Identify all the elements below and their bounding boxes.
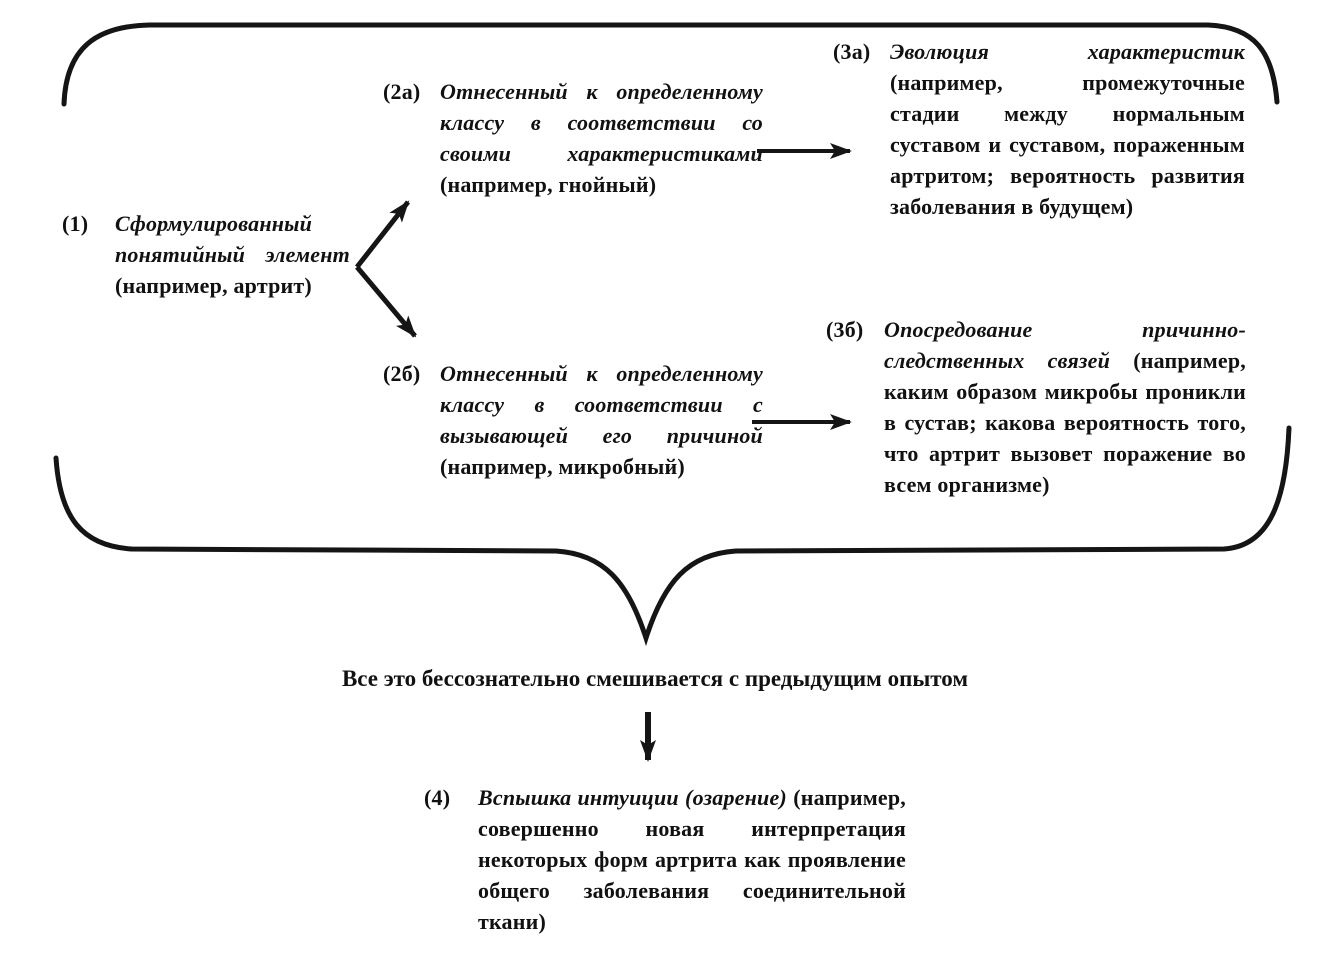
brace-caption: Все это бессознательно смешивается с предыдущим опытом (341, 666, 969, 691)
node-3b (826, 314, 1246, 500)
arrow-1-to-2a (357, 202, 408, 267)
node-1-text: Сформулированный понятийный элемент (например, артрит) (115, 211, 350, 298)
node-3b-label: (3б) (826, 317, 864, 342)
node-4-label: (4) (424, 785, 451, 810)
node-4 (424, 782, 906, 937)
node-1 (62, 208, 350, 301)
node-2a-label: (2а) (383, 79, 421, 104)
node-3a-text: Эволюция характеристик (например, промежуточные стадии между нормальным суставом и суставом, пораженным артритом; вероятность развития заболевания в будущем) (890, 39, 1245, 219)
node-2a (383, 76, 763, 200)
node-2a-text: Отнесенный к определенному классу в соответствии со своими характеристиками (например, гнойный) (440, 79, 763, 197)
node-3b-text: Опосредование причинно-следственных связей (например, каким образом микробы проникли в сустав; какова вероятность того, что артрит вызовет поражение во всем организме) (884, 317, 1246, 497)
node-2b-label: (2б) (383, 361, 421, 386)
node-1-label: (1) (62, 211, 89, 236)
node-2b-text: Отнесенный к определенному классу в соответствии с вызывающей его причиной (например, микробный) (440, 361, 763, 479)
node-4-text: Вспышка интуиции (озарение) (например, совершенно новая интерпретация некоторых форм артрита как проявление общего заболевания соединительной ткани) (478, 785, 906, 934)
node-3a-label: (3а) (833, 39, 871, 64)
node-2b (383, 358, 763, 482)
arrow-1-to-2b (357, 267, 415, 336)
node-3a (833, 36, 1245, 222)
